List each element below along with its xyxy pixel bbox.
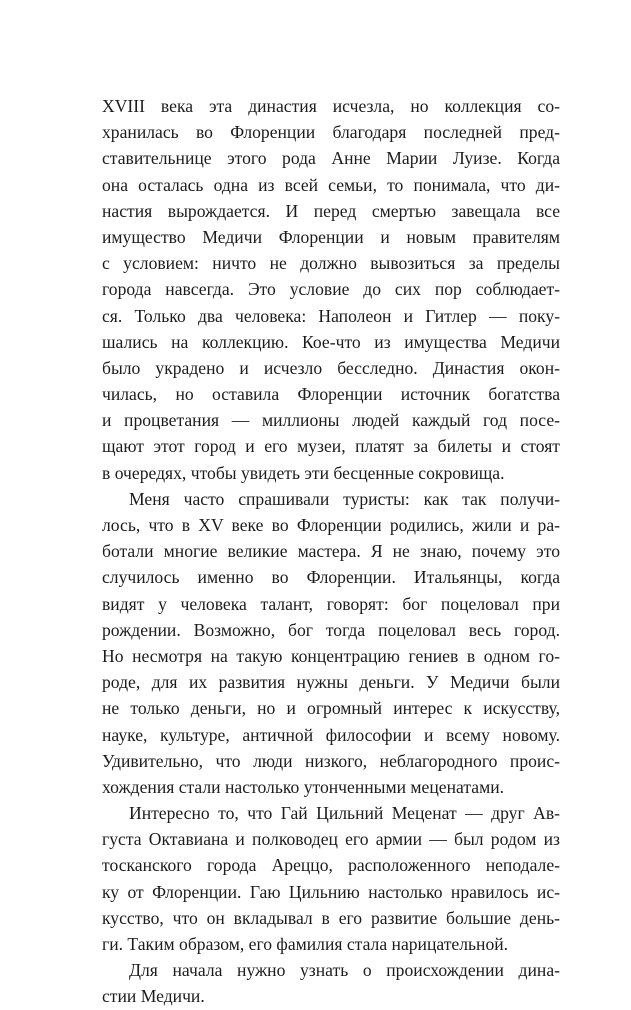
text-line: тосканского города Ареццо, расположенного неподале- bbox=[102, 855, 560, 876]
text-line: роде, для их развития нужны деньги. У Медичи были bbox=[102, 672, 560, 693]
paragraph bbox=[102, 486, 560, 800]
paragraph bbox=[102, 800, 560, 957]
text-line: густа Октавиана и полководец его армии — был родом из bbox=[102, 829, 560, 850]
paragraph bbox=[102, 957, 560, 1009]
text-line: Но несмотря на такую концентрацию гениев в одном го- bbox=[102, 645, 560, 666]
text-line: шались на коллекцию. Кое-что из имущества Медичи bbox=[102, 331, 560, 352]
text-line: ставительнице этого рода Анне Марии Луизе. Когда bbox=[102, 148, 560, 169]
text-line: Интересно то, что Гай Цильний Меценат — друг Ав- bbox=[129, 803, 560, 824]
text-line: было украдено и исчезло бесследно. Династия окон- bbox=[102, 357, 560, 378]
paragraph bbox=[102, 93, 560, 486]
book-page-text bbox=[102, 93, 560, 1010]
text-line: в очередях, чтобы увидеть эти бесценные сокровища. bbox=[102, 462, 505, 483]
text-line: Для начала нужно узнать о происхождении дина- bbox=[129, 960, 560, 981]
text-line: хранилась во Флоренции благодаря последней пред- bbox=[102, 122, 560, 143]
text-line: чилась, но оставила Флоренции источник богатства bbox=[102, 384, 560, 405]
text-line: стии Медичи. bbox=[102, 986, 205, 1007]
text-line: Меня часто спрашивали туристы: как так получи- bbox=[129, 488, 560, 509]
text-line: города навсегда. Это условие до сих пор соблюдает- bbox=[102, 279, 560, 300]
text-line: хождения стали настолько утонченными меценатами. bbox=[102, 776, 505, 797]
text-line: науке, культуре, античной философии и всему новому. bbox=[102, 724, 560, 745]
text-line: с условием: ничто не должно вывозиться за пределы bbox=[102, 253, 560, 274]
text-line: ботали многие великие мастера. Я не знаю, почему это bbox=[102, 541, 560, 562]
text-line: XVIII века эта династия исчезла, но коллекция со- bbox=[102, 96, 560, 116]
text-line: имущество Медичи Флоренции и новым правителям bbox=[102, 226, 560, 247]
text-line: случилось именно во Флоренции. Итальянцы, когда bbox=[102, 567, 560, 588]
text-line: не только деньги, но и огромный интерес к искусству, bbox=[102, 698, 560, 719]
text-line: настия вырождается. И перед смертью завещала все bbox=[102, 200, 560, 221]
text-line: она осталась одна из всей семьи, то понимала, что ди- bbox=[102, 174, 560, 195]
text-line: кусство, что он вкладывал в его развитие большие день- bbox=[102, 907, 560, 928]
text-line: ся. Только два человека: Наполеон и Гитлер — поку- bbox=[102, 305, 560, 326]
text-line: рождении. Возможно, бог тогда поцеловал весь город. bbox=[102, 619, 560, 640]
text-line: ку от Флоренции. Гаю Цильнию настолько нравилось ис- bbox=[102, 881, 560, 902]
text-line: Удивительно, что люди низкого, неблагородного проис- bbox=[102, 750, 560, 771]
text-line: щают этот город и его музеи, платят за билеты и стоят bbox=[102, 436, 560, 457]
text-line: и процветания — миллионы людей каждый год посе- bbox=[102, 410, 560, 431]
text-line: лось, что в XV веке во Флоренции родились, жили и ра- bbox=[102, 515, 560, 535]
text-line: видят у человека талант, говорят: бог поцеловал при bbox=[102, 593, 560, 614]
text-line: ги. Таким образом, его фамилия стала нарицательной. bbox=[102, 934, 509, 954]
